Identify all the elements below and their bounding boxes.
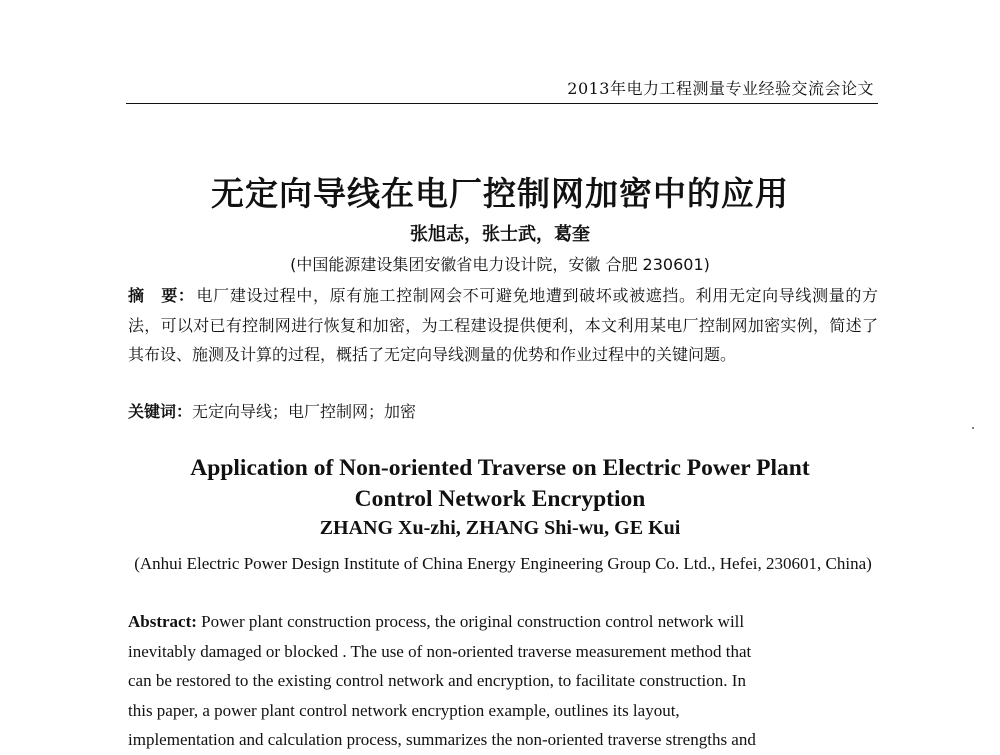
cn-keywords-text: 无定向导线；电厂控制网；加密 xyxy=(192,402,417,421)
cn-abstract-label: 摘 要： xyxy=(128,286,195,305)
en-title xyxy=(0,453,1000,515)
cn-abstract xyxy=(128,281,878,370)
en-abstract-line: inevitably damaged or blocked . The use of non-oriented traverse measurement method that xyxy=(128,641,752,661)
cn-affiliation: (中国能源建设集团安徽省电力设计院，安徽 合肥 230601) xyxy=(290,255,710,274)
en-abstract-line: this paper, a power plant control network encryption example, outlines its layout, xyxy=(128,700,680,720)
scan-speck xyxy=(972,427,974,429)
en-title-line-2: Control Network Encryption xyxy=(354,486,646,512)
en-abstract-line: can be restored to the existing control network and encryption, to facilitate construction. In xyxy=(128,671,746,690)
en-abstract-line: Abstract: Power plant construction process, the original construction control network will xyxy=(128,612,745,631)
en-abstract-label: Abstract: xyxy=(128,612,197,631)
cn-keywords xyxy=(128,399,878,425)
en-authors: ZHANG Xu-zhi, ZHANG Shi-wu, GE Kui xyxy=(319,517,681,539)
en-title-line-1: Application of Non-oriented Traverse on Electric Power Plant xyxy=(190,455,810,481)
en-abstract-line: implementation and calculation process, summarizes the non-oriented traverse strengths and xyxy=(128,730,756,749)
cn-abstract-text: 电厂建设过程中，原有施工控制网会不可避免地遭到破坏或被遮挡。利用无定向导线测量的方法，可以对已有控制网进行恢复和加密，为工程建设提供便利，本文利用某电厂控制网加密实例，简述了其布设、施测及计算的过程，概括了无定向导线测量的优势和作业过程中的关键问题。 xyxy=(128,286,878,365)
running-header: 2013年电力工程测量专业经验交流会论文 xyxy=(567,79,874,98)
en-affiliation: (Anhui Electric Power Design Institute of China Energy Engineering Group Co. Ltd., Hefei, 230601, China) xyxy=(134,554,872,573)
cn-title: 无定向导线在电厂控制网加密中的应用 xyxy=(211,174,789,213)
cn-keywords-label: 关键词： xyxy=(128,402,193,421)
header-rule xyxy=(126,103,878,104)
en-abstract xyxy=(128,607,880,755)
cn-authors: 张旭志，张士武，葛奎 xyxy=(410,224,590,245)
